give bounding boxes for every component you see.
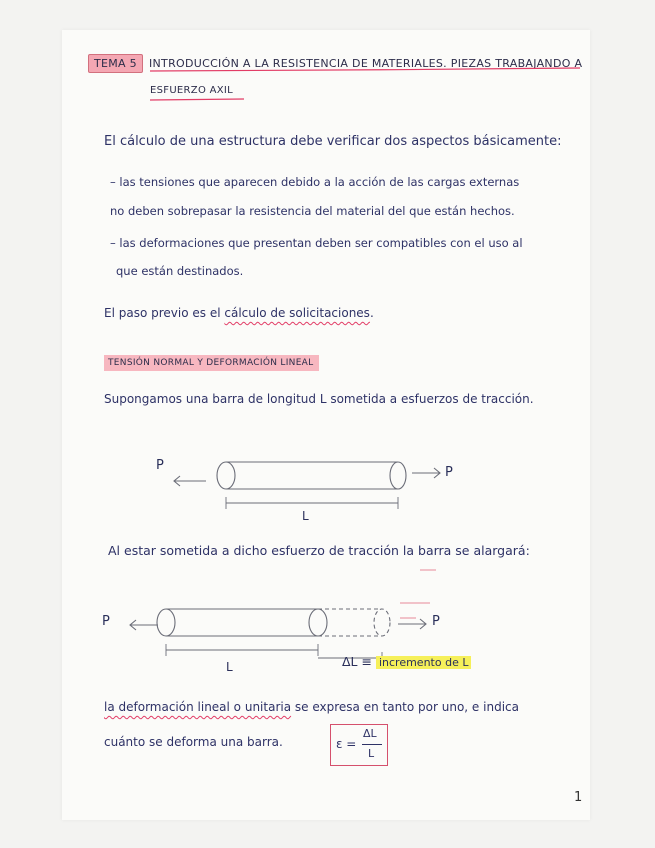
bullet1-line1: – las tensiones que aparecen debido a la acción de las cargas externas (110, 175, 520, 189)
title-line2: ESFUERZO AXIL (150, 85, 234, 96)
intro-lead: El cálculo de una estructura debe verificar dos aspectos básicamente: (104, 134, 562, 149)
bullet2-line1: – las deformaciones que presentan deben ser compatibles con el uso al (110, 236, 523, 250)
formula-numerator: ΔL (363, 727, 377, 740)
bullet1-line2: no deben sobrepasar la resistencia del material del que están hechos. (110, 204, 515, 218)
paso-highlight: cálculo de solicitaciones (224, 306, 370, 320)
paso-suffix: . (369, 306, 374, 320)
definition-line2: cuánto se deforma una barra. (104, 735, 283, 749)
formula-denominator: L (368, 747, 375, 760)
suppose-text: Supongamos una barra de longitud L sometida a esfuerzos de tracción. (104, 392, 534, 406)
bullet2-line2: que están destinados. (116, 264, 244, 278)
fig2-length-label: L (226, 660, 233, 674)
stretched-text: Al estar sometida a dicho esfuerzo de tracción la barra se alargará: (108, 543, 530, 558)
fig1-length-label: L (302, 509, 309, 523)
delta-meaning: incremento de L (376, 656, 472, 669)
equiv-symbol: ≡ (361, 654, 372, 669)
delta-symbol: ΔL (342, 654, 358, 669)
fig1-force-right: P (445, 465, 453, 480)
tema-label: TEMA 5 (88, 54, 143, 73)
fig2-force-left: P (102, 614, 110, 629)
formula-lhs: ε = (336, 737, 357, 751)
definition-highlight: la deformación lineal o unitaria (104, 700, 292, 714)
paso-prefix: El paso previo es el (104, 306, 221, 320)
section-heading: TENSIÓN NORMAL Y DEFORMACIÓN LINEAL (104, 355, 319, 371)
title-line1: INTRODUCCIÓN A LA RESISTENCIA DE MATERIALES. PIEZAS TRABAJANDO A (148, 57, 583, 70)
fig1-force-left: P (156, 458, 164, 473)
fig2-force-right: P (432, 614, 440, 629)
page-number: 1 (574, 790, 583, 805)
definition-rest: se expresa en tanto por uno, e indica (294, 700, 519, 714)
